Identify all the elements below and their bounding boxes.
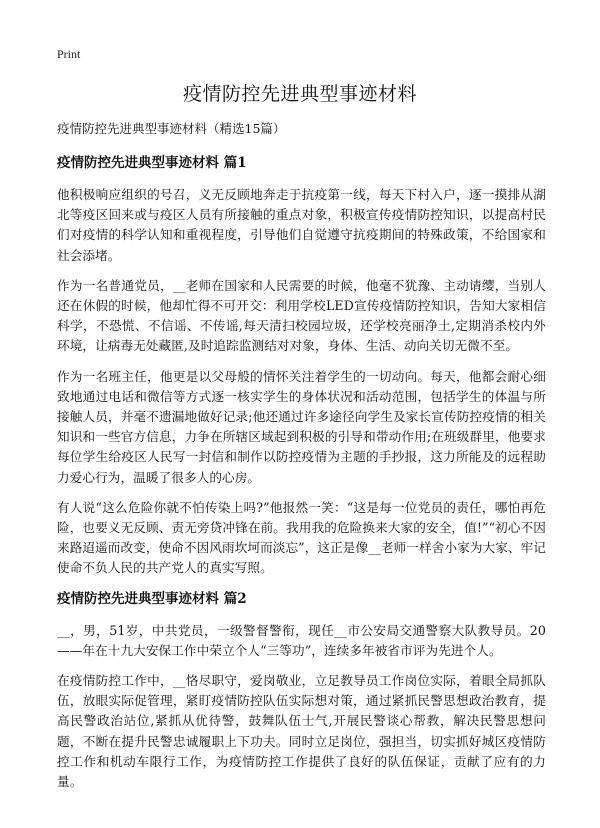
paragraph: 作为一名班主任，他更是以父母般的情怀关注着学生的一切动向。每天，他都会耐心细致地通过电话和微信等方式逐一核实学生的身体状况和活动范围，包括学生的体温与所接触人员，并毫不遗漏地做好记录;他还通过许多途径向学生及家长宣传防控疫情的相关知识和一些官方信息，力争在所辖区域起到积极的引导和带动作用;在班级群里，他要求每位学生给疫区人民写一封信和制作以防控疫情为主题的手抄报，这力所能及的远程助力爱心行为，温暖了很多人的心房。 — [57, 368, 546, 485]
section-heading-1: 疫情防控先进典型事迹材料 篇1 — [57, 155, 247, 171]
paragraph: 作为一名普通党员，__老师在国家和人民需要的时候，他毫不犹豫、主动请缨，当别人还在休假的时候，他却忙得不可开交：利用学校LED宣传疫情防控知识，告知大家相信科学，不恐慌、不信谣、不传谣,每天清扫校园垃圾，还学校亮丽净土,定期消杀校内外环境，让病毒无处藏匿,及时追踪监测结对对象，身体、生活、动向关切无微不至。 — [57, 277, 546, 354]
print-link[interactable]: Print — [57, 47, 81, 61]
document-title: 疫情防控先进典型事迹材料 — [182, 83, 417, 105]
paragraph: 有人说“这么危险你就不怕传染上吗?”他报然一笑：“这是每一位党员的责任，哪怕再危险，也要义无反顾、责无旁贷冲锋在前。我用我的危险换来大家的安全，值!”“初心不因来路迢遥而改变，使命不因风雨坎坷而淡忘”，这正是像__老师一样舍小家为大家、牢记使命不负人民的共产党人的真实写照。 — [57, 499, 547, 576]
paragraph: __，男，51岁，中共党员，一级警督警衔，现任__市公安局交通警察大队教导员。20——年在十九大安保工作中荣立个人“三等功”，连续多年被省市评为先进个人。 — [57, 622, 546, 658]
paragraph: 他积极响应组织的号召，义无反顾地奔走于抗疫第一线，每天下村入户，逐一摸排从湖北等疫区回来或与疫区人员有所接触的重点对象，积极宣传疫情防控知识，以提高村民们对疫情的科学认知和重视程度，引导他们自觉遵守抗疫期间的特殊政策，不给国家和社会添堵。 — [57, 187, 546, 263]
document-body — [57, 119, 546, 802]
document-subtitle: 疫情防控先进典型事迹材料（精选15篇） — [57, 121, 286, 136]
section-heading-2: 疫情防控先进典型事迹材料 篇2 — [57, 590, 247, 607]
paragraph: 在疫情防控工作中，__恪尽职守，爱岗敬业，立足教导员工作岗位实际，着眼全局抓队伍，放眼实际促管理，紧盯疫情防控队伍实际想对策，通过紧抓民警思想政治教育，提高民警政治站位,紧抓从优待警，鼓舞队伍士气,开展民警谈心帮教，解决民警思想问题，不断在提升民警忠诚履职上下功夫。同时立足岗位，强担当，切实抓好城区疫情防控工作和机动车限行工作，为疫情防控工作提供了良好的队伍保证，贡献了应有的力量。 — [57, 673, 546, 790]
